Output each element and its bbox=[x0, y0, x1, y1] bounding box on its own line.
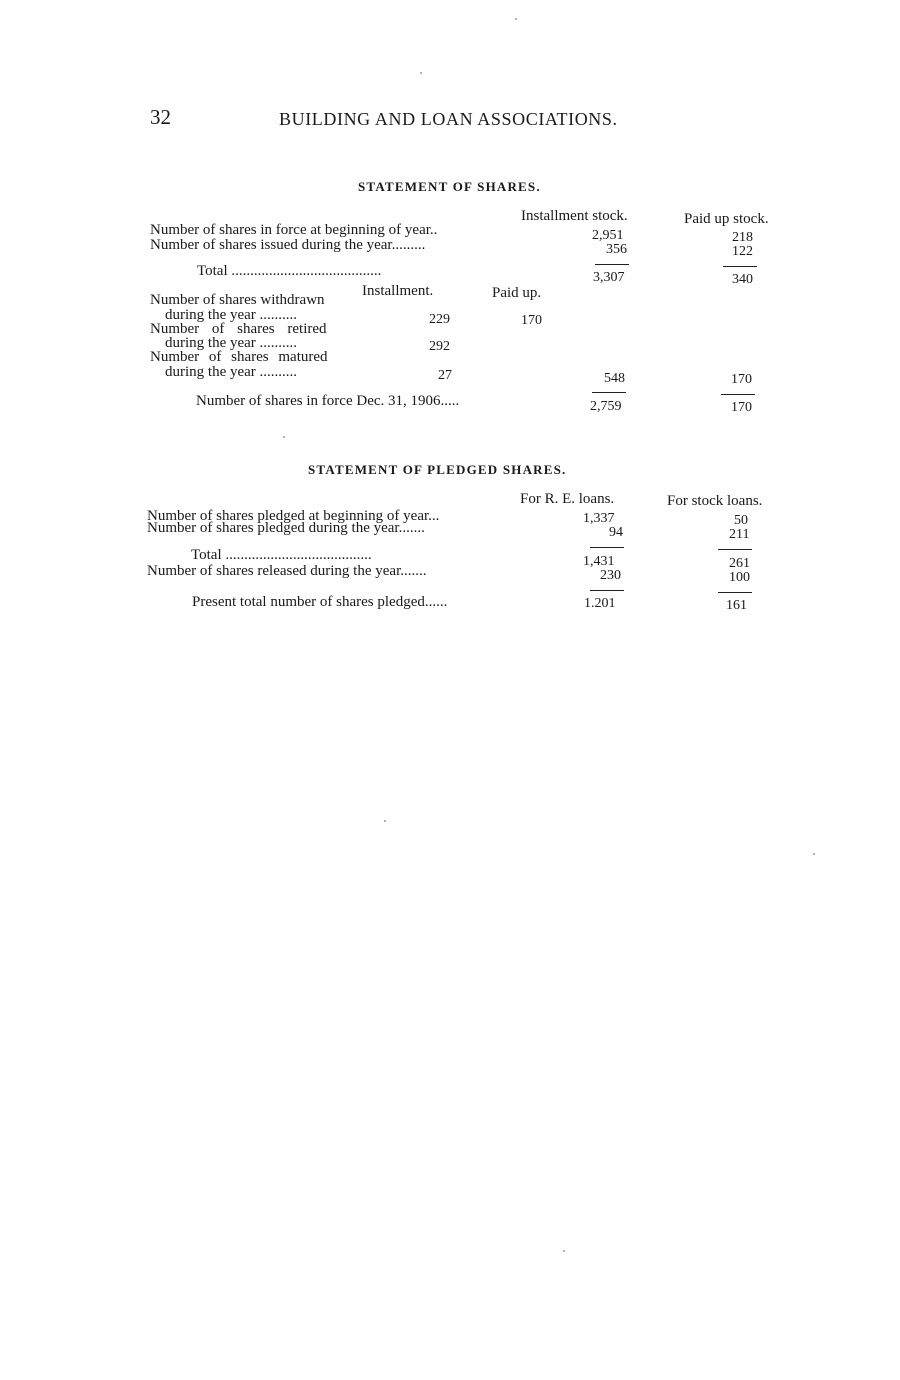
cell-pledged-present-stock: 161 bbox=[726, 598, 747, 613]
scan-speck bbox=[813, 853, 815, 855]
scan-speck bbox=[283, 436, 285, 438]
total-rule bbox=[595, 264, 629, 265]
row-label-matured-cont: during the year .......... bbox=[165, 364, 298, 380]
cell-issued-paid-up: 122 bbox=[732, 244, 753, 259]
cell-in-force-paid-up: 170 bbox=[731, 400, 752, 415]
cell-issued-installment: 356 bbox=[606, 242, 627, 257]
cell-beginning-installment: 2,951 bbox=[592, 228, 624, 243]
row-label-withdrawn: Number of shares withdrawn bbox=[150, 292, 325, 308]
cell-beginning-paid-up: 218 bbox=[732, 230, 753, 245]
scan-speck bbox=[384, 820, 386, 822]
cell-retired-installment: 292 bbox=[429, 339, 450, 354]
shares-section-title: STATEMENT OF SHARES. bbox=[358, 179, 541, 194]
row-label-pledged-total: Total ....................................... bbox=[191, 547, 372, 563]
pledged-section-title: STATEMENT OF PLEDGED SHARES. bbox=[308, 462, 567, 477]
cell-pledged-beginning-stock: 50 bbox=[734, 513, 748, 528]
running-title: BUILDING AND LOAN ASSOCIATIONS. bbox=[279, 109, 618, 129]
col-header-stock-loans: For stock loans. bbox=[667, 493, 763, 509]
cell-withdrawn-paid-up: 170 bbox=[521, 313, 542, 328]
col-header-installment-stock: Installment stock. bbox=[521, 208, 628, 224]
col-header-paid-up-stock: Paid up stock. bbox=[684, 211, 769, 227]
scan-speck bbox=[420, 72, 422, 74]
row-label-in-force: Number of shares in force Dec. 31, 1906..... bbox=[196, 393, 460, 409]
total-rule bbox=[723, 266, 757, 267]
cell-pledged-during-re: 94 bbox=[609, 525, 623, 540]
sub-col-header-paid-up: Paid up. bbox=[492, 285, 542, 301]
scan-speck bbox=[515, 18, 517, 20]
page-number: 32 bbox=[150, 105, 171, 129]
pledged-present-rule bbox=[590, 590, 624, 591]
balance-rule bbox=[592, 392, 626, 393]
row-label-retired: Number of shares retired bbox=[150, 321, 327, 337]
row-label-pledged-present: Present total number of shares pledged...... bbox=[192, 594, 448, 610]
cell-total-paid-up: 340 bbox=[732, 272, 753, 287]
cell-deductions-paid-up: 170 bbox=[731, 372, 752, 387]
row-label-total: Total ........................................ bbox=[197, 263, 382, 279]
cell-matured-installment: 27 bbox=[438, 368, 452, 383]
cell-pledged-total-re: 1,431 bbox=[583, 554, 615, 569]
cell-deductions-installment: 548 bbox=[604, 371, 625, 386]
scan-speck bbox=[563, 1250, 565, 1252]
cell-pledged-present-re: 1.201 bbox=[584, 596, 616, 611]
cell-pledged-released-re: 230 bbox=[600, 568, 621, 583]
col-header-re-loans: For R. E. loans. bbox=[520, 491, 615, 507]
cell-withdrawn-installment: 229 bbox=[429, 312, 450, 327]
row-label-pledged-beginning: Number of shares pledged at beginning of year... bbox=[147, 508, 440, 524]
cell-in-force-installment: 2,759 bbox=[590, 399, 622, 414]
cell-pledged-beginning-re: 1,337 bbox=[583, 511, 615, 526]
row-label-retired-cont: during the year .......... bbox=[165, 335, 298, 351]
row-label-pledged-during: Number of shares pledged during the year....... bbox=[147, 520, 425, 536]
cell-pledged-released-stock: 100 bbox=[729, 570, 750, 585]
pledged-present-rule bbox=[718, 592, 752, 593]
balance-rule bbox=[721, 394, 755, 395]
row-label-withdrawn-cont: during the year .......... bbox=[165, 307, 298, 323]
row-label-pledged-released: Number of shares released during the year....... bbox=[147, 563, 427, 579]
row-label-matured: Number of shares matured bbox=[150, 349, 328, 365]
cell-pledged-total-stock: 261 bbox=[729, 556, 750, 571]
pledged-total-rule bbox=[590, 547, 624, 548]
cell-total-installment: 3,307 bbox=[593, 270, 625, 285]
row-label-issued: Number of shares issued during the year......... bbox=[150, 237, 426, 253]
row-label-beginning: Number of shares in force at beginning of year.. bbox=[150, 222, 438, 238]
pledged-total-rule bbox=[718, 549, 752, 550]
sub-col-header-installment: Installment. bbox=[362, 283, 434, 299]
cell-pledged-during-stock: 211 bbox=[729, 527, 750, 542]
